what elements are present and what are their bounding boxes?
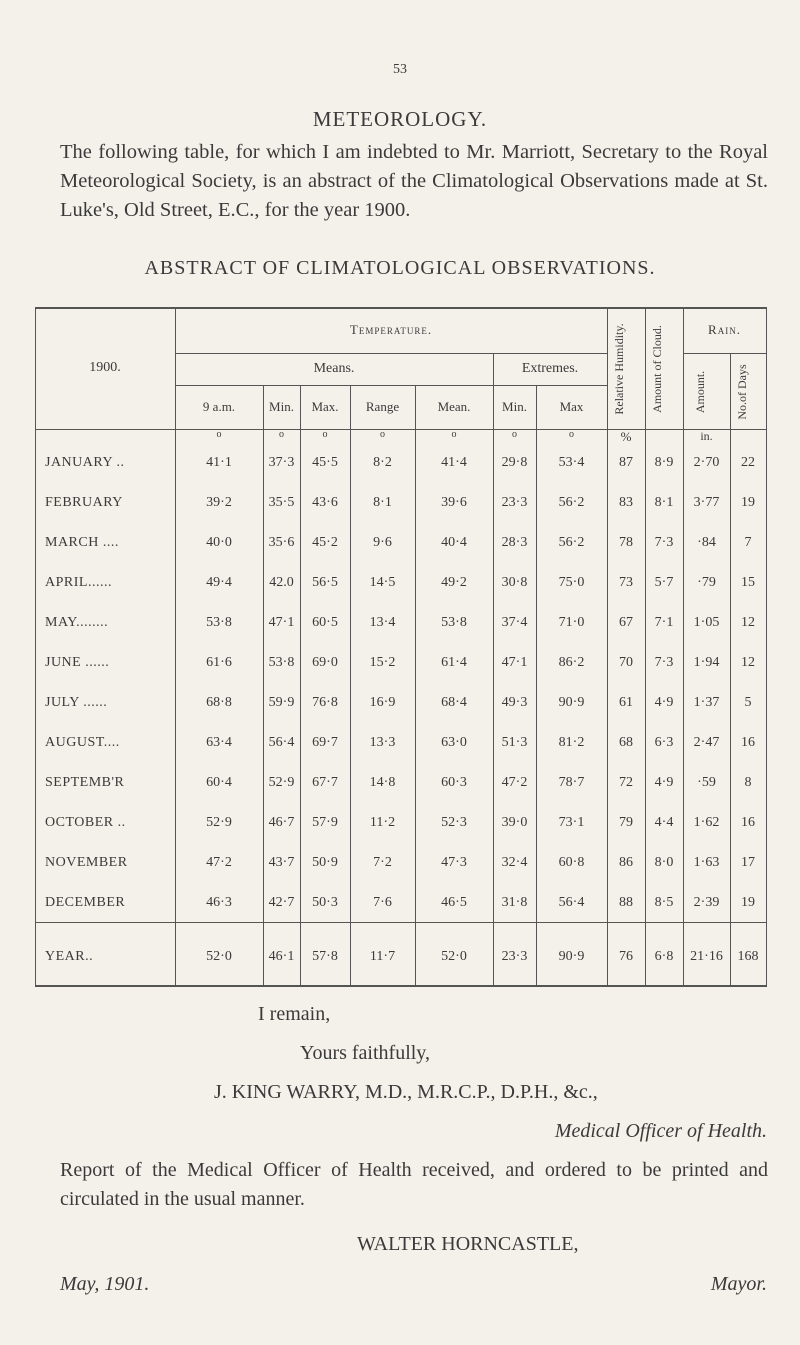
mayor-title: Mayor. [710,1273,767,1295]
table-row-cell: 11·2 [369,815,396,830]
table-row-cell: 8·0 [654,855,674,870]
table-row-cell: 68 [619,735,633,750]
table-row-cell: 50·9 [312,855,338,870]
table-row-cell: 7·6 [373,895,392,910]
table-row-cell: 3·77 [693,495,720,510]
unit-degree: o [569,429,574,440]
table-row-cell: 86 [619,855,633,870]
total-row-cell: 21·16 [690,949,723,964]
table-row-cell: 86·2 [558,655,585,670]
table-row-label: JULY ...... [45,695,108,710]
table-row-cell: 72 [619,775,633,790]
table-row-cell: 4·9 [654,775,674,790]
table-row-label: SEPTEMB'R [45,775,125,790]
table-row-cell: 15 [741,575,755,590]
table-row-cell: 40·4 [441,535,467,550]
unit-degree: o [216,429,222,440]
total-row-label: YEAR.. [45,949,94,964]
table-row-cell: 56·2 [558,495,585,510]
table-row-cell: 32·4 [501,855,528,870]
year-header: 1900. [89,360,121,375]
table-row-cell: 8 [744,775,752,790]
table-row-cell: 8·1 [654,495,674,510]
total-row-cell: 76 [619,949,633,964]
table-row-cell: 60·8 [558,855,585,870]
intro-paragraph: The following table, for which I am indebted to Mr. Marriott, Secretary to the Royal Meteorological Society, is an abstract of the Climatological Observations made at St. Luke's, Old Street, E.C., for the year 1900. [60,141,768,221]
table-row-cell: 56·4 [558,895,585,910]
total-row-cell: 90·9 [558,949,585,964]
table-row-cell: 56·4 [268,735,295,750]
table-row-cell: 37·4 [501,615,528,630]
table-row-cell: 39·2 [206,495,232,510]
col-humidity: Relative Humidity. [612,323,626,415]
date: May, 1901. [60,1273,150,1295]
table-row-cell: 42.0 [269,575,294,590]
table-row-cell: 14·5 [369,575,396,590]
table-row-cell: 68·8 [206,695,232,710]
col-extreme-min: Min. [502,399,527,414]
mayor-name: WALTER HORNCASTLE, [357,1233,579,1255]
col-min: Min. [269,399,294,414]
table-row-cell: 69·7 [312,735,338,750]
table-row-cell: 53·8 [441,615,467,630]
col-rain-amount: Amount. [693,370,707,414]
table-row-cell: 12 [741,615,755,630]
table-row-cell: 7 [744,535,752,550]
table-row-cell: 35·6 [268,535,295,550]
table-row-cell: 69·0 [312,655,338,670]
table-row-cell: 31·8 [501,895,528,910]
signature: J. KING WARRY, M.D., M.R.C.P., D.P.H., &c., [214,1081,598,1103]
table-row-cell: 60·4 [206,775,232,790]
table-row-label: DECEMBER [45,895,126,910]
table-row-cell: 67 [619,615,633,630]
table-row-cell: 46·3 [206,895,232,910]
table-row-cell: ·79 [697,575,716,590]
table-row-cell: 1·37 [693,695,720,710]
table-row-cell: 57·9 [312,815,338,830]
table-row-cell: 16 [741,735,755,750]
total-row-cell: 23·3 [501,949,528,964]
table-row-cell: 73 [619,575,633,590]
col-9am: 9 a.m. [202,399,236,414]
table-row-cell: 78·7 [558,775,585,790]
table-row-cell: 1·63 [693,855,720,870]
table-row-cell: 49·2 [441,575,467,590]
table-row-label: NOVEMBER [45,855,128,870]
table-row-cell: 16 [741,815,755,830]
table-row-cell: 39·6 [441,495,467,510]
table-row-cell: 1·94 [693,655,720,670]
col-max: Max. [311,399,339,414]
table-row-cell: 67·7 [312,775,338,790]
table-row-cell: 42·7 [268,895,295,910]
table-row-cell: 8·9 [654,455,674,470]
table-row-cell: 53·4 [558,455,585,470]
unit-inches: in. [700,429,713,443]
table-row-cell: 52·9 [206,815,232,830]
table-row-label: FEBRUARY [45,495,123,510]
table-row-cell: 76·8 [312,695,338,710]
table-row-cell: 63·0 [441,735,467,750]
table-row-cell: 46·7 [268,815,295,830]
table-row-cell: 2·70 [693,455,720,470]
observations-table [35,307,767,987]
signature-title: Medical Officer of Health. [554,1120,767,1142]
table-row-cell: 7·1 [654,615,674,630]
table-row-cell: 2·47 [693,735,720,750]
table-row-cell: 47·2 [501,775,528,790]
table-row-cell: 59·9 [268,695,295,710]
table-row-cell: ·84 [697,535,716,550]
table-row-cell: 61 [619,695,633,710]
table-row-cell: 81·2 [558,735,585,750]
report-paragraph: Report of the Medical Officer of Health received, and ordered to be printed and circulated in the usual manner. [60,1159,768,1210]
table-row-cell: 40·0 [206,535,232,550]
table-row-cell: 4·4 [654,815,674,830]
table-row-cell: 13·3 [369,735,396,750]
col-extreme-max: Max [559,399,584,414]
table-row-cell: 45·2 [312,535,338,550]
table-row-label: JUNE ...... [45,655,110,670]
table-row-cell: 30·8 [501,575,528,590]
table-row-label: MARCH .... [45,535,119,550]
table-row-cell: 61·4 [441,655,467,670]
unit-degree: o [322,429,328,440]
extremes-header: Extremes. [521,361,579,376]
table-row-cell: 4·9 [654,695,674,710]
table-row-cell: 52·9 [268,775,295,790]
table-row-label: MAY........ [45,615,109,630]
table-row-cell: 1·62 [693,815,720,830]
table-row-cell: 79 [619,815,633,830]
table-row-cell: 22 [741,455,755,470]
closing-yours: Yours faithfully, [300,1042,431,1064]
table-row-cell: 56·5 [312,575,338,590]
table-row-cell: 68·4 [441,695,467,710]
unit-degree: o [451,429,457,440]
unit-degree: o [380,429,385,440]
table-row-cell: 47·3 [441,855,467,870]
page-heading: METEOROLOGY. [312,107,488,131]
table-row-cell: 70 [619,655,633,670]
table-row-cell: 7·3 [654,655,674,670]
rain-group-header: Rain. [708,322,741,337]
table-row-cell: 49·4 [206,575,232,590]
table-row-cell: 47·1 [268,615,295,630]
table-row-cell: 75·0 [558,575,585,590]
table-row-cell: 12 [741,655,755,670]
table-row-cell: 19 [741,495,755,510]
table-row-cell: 5 [744,695,752,710]
table-row-cell: 1·05 [693,615,720,630]
table-row-label: OCTOBER .. [45,815,126,830]
table-row-cell: 8·2 [373,455,392,470]
table-row-cell: 60·5 [312,615,338,630]
table-row-label: APRIL...... [45,575,112,590]
unit-degree: o [512,429,517,440]
table-row-cell: 28·3 [501,535,528,550]
table-row-cell: 2·39 [693,895,720,910]
table-row-cell: 14·8 [369,775,396,790]
col-cloud: Amount of Cloud. [650,325,664,413]
table-row-cell: 45·5 [312,455,338,470]
table-row-cell: 53·8 [268,655,295,670]
table-row-cell: 61·6 [206,655,232,670]
table-row-cell: 13·4 [369,615,396,630]
table-row-cell: 47·1 [501,655,528,670]
table-row-cell: 49·3 [501,695,528,710]
table-row-cell: 29·8 [501,455,528,470]
unit-degree: o [279,429,284,440]
col-range: Range [365,399,400,414]
total-row-cell: 52·0 [441,949,467,964]
total-row-cell: 57·8 [312,949,338,964]
table-row-cell: 63·4 [206,735,232,750]
table-row-cell: 47·2 [206,855,232,870]
table-row-cell: 50·3 [312,895,338,910]
table-row-cell: 39·0 [501,815,528,830]
table-row-cell: 16·9 [369,695,396,710]
closing-remain: I remain, [258,1003,331,1025]
total-row-cell: 46·1 [268,949,295,964]
means-header: Means. [313,361,355,376]
table-row-cell: 52·3 [441,815,467,830]
total-row-cell: 6·8 [654,949,674,964]
total-row-cell: 52·0 [206,949,232,964]
table-row-cell: 56·2 [558,535,585,550]
table-row-cell: 41·4 [441,455,467,470]
table-row-cell: 41·1 [206,455,232,470]
table-row-cell: 9·6 [373,535,392,550]
table-row-cell: 78 [619,535,633,550]
table-row-cell: 7·2 [373,855,392,870]
table-row-cell: 19 [741,895,755,910]
table-row-cell: 71·0 [558,615,585,630]
table-row-cell: 83 [619,495,633,510]
table-row-cell: 7·3 [654,535,674,550]
table-row-cell: 17 [741,855,755,870]
table-row-cell: 5·7 [654,575,674,590]
table-row-cell: 8·1 [373,495,392,510]
table-row-cell: 51·3 [501,735,528,750]
table-row-cell: 35·5 [268,495,295,510]
table-row-cell: 23·3 [501,495,528,510]
total-row-cell: 11·7 [369,949,396,964]
table-row-cell: 73·1 [558,815,585,830]
page-number: 53 [393,62,407,77]
table-row-cell: 53·8 [206,615,232,630]
table-row-cell: ·59 [697,775,716,790]
table-row-cell: 90·9 [558,695,585,710]
table-row-cell: 15·2 [369,655,396,670]
table-title: ABSTRACT OF CLIMATOLOGICAL OBSERVATIONS. [144,257,656,279]
temperature-group-header: Temperature. [349,322,433,337]
col-rain-days: No.of Days [735,364,749,420]
table-row-label: AUGUST.... [45,735,120,750]
unit-percent: % [620,429,632,444]
total-row-cell: 168 [737,949,759,964]
table-row-cell: 43·7 [268,855,295,870]
table-row-cell: 88 [619,895,633,910]
table-row-cell: 37·3 [268,455,295,470]
table-row-cell: 46·5 [441,895,467,910]
table-row-cell: 43·6 [312,495,338,510]
col-mean: Mean. [437,399,471,414]
table-row-cell: 6·3 [654,735,674,750]
table-row-label: JANUARY .. [45,455,125,470]
table-row-cell: 8·5 [654,895,674,910]
table-row-cell: 60·3 [441,775,467,790]
table-row-cell: 87 [619,455,633,470]
